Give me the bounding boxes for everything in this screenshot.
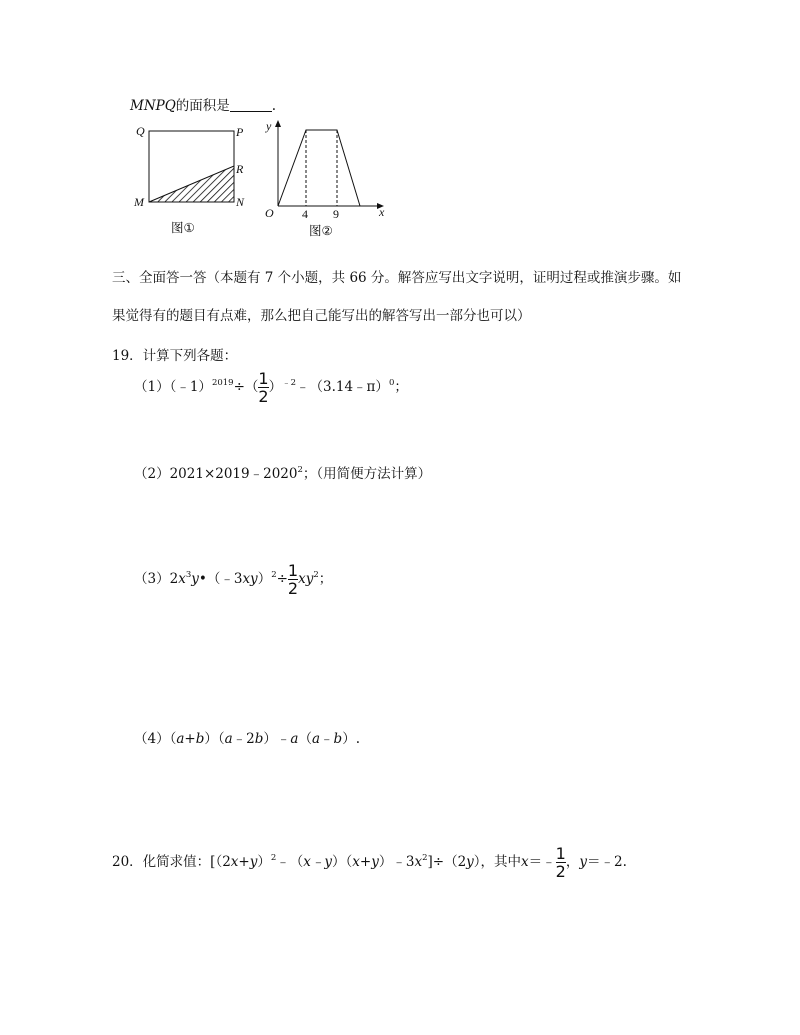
q19-part1: （1）（﹣1）$^{2019}$÷（ $\frac{1}{2}$ ）$^{﹣2}$﹣（3.14﹣π）$^0$；	[134, 369, 408, 406]
trapezoid-graph	[278, 130, 360, 206]
answer-blank[interactable]	[230, 111, 272, 112]
shape-name: MNPQ	[130, 98, 176, 114]
label-y: y	[266, 119, 272, 133]
tick-9: 9	[333, 207, 339, 221]
fraction-half: $\frac{1}{2}$	[555, 844, 566, 881]
section3-line1: 三、全面答一答（本题有 7 个小题，共 66 分。解答应写出文字说明，证明过程或推演步骤。如	[112, 270, 682, 286]
label-r: R	[236, 162, 244, 176]
figure-2-caption: 图②	[309, 223, 333, 238]
label-q: Q	[136, 124, 145, 138]
intro-line: MNPQ的面积是 .	[130, 98, 277, 114]
y-axis-arrow-icon	[275, 120, 281, 127]
label-o: O	[265, 206, 274, 220]
intro-text: 的面积是	[175, 98, 230, 114]
section3-line2: 果觉得有的题目有点难，那么把自己能写出的解答写出一部分也可以）	[112, 308, 531, 324]
shaded-triangle	[149, 166, 234, 202]
q19-part2: $(2)2021\times 2019﹣2020^2$；（用简便方法计算）	[134, 465, 432, 482]
label-x: x	[379, 205, 385, 219]
label-n: N	[236, 195, 245, 209]
q19-part3: $(3)2x^3y•(﹣3xy)^2\div$ $\frac{1}{2}$ $xy^2$；	[134, 561, 333, 598]
fraction-half: $\frac{1}{2}$	[287, 561, 299, 598]
q20-line: 20．化简求值：$[(2x+y)^2﹣(x﹣y)(x+y)﹣3x^2]\div(2y)$，其中x＝﹣ $\frac{1}{2}$ ，y＝﹣2.	[112, 844, 627, 881]
figure-2	[262, 118, 392, 222]
figure-1	[128, 118, 254, 218]
label-p: P	[236, 125, 244, 139]
label-m: M	[134, 195, 144, 209]
q19-title: 19．计算下列各题：	[112, 348, 238, 364]
q19-part4: （4）（a+b）（a﹣2b）﹣a（a﹣b）.	[134, 731, 360, 747]
tick-4: 4	[302, 207, 308, 221]
figure-1-caption: 图①	[171, 220, 195, 235]
fraction-half: $\frac{1}{2}$	[258, 369, 269, 406]
